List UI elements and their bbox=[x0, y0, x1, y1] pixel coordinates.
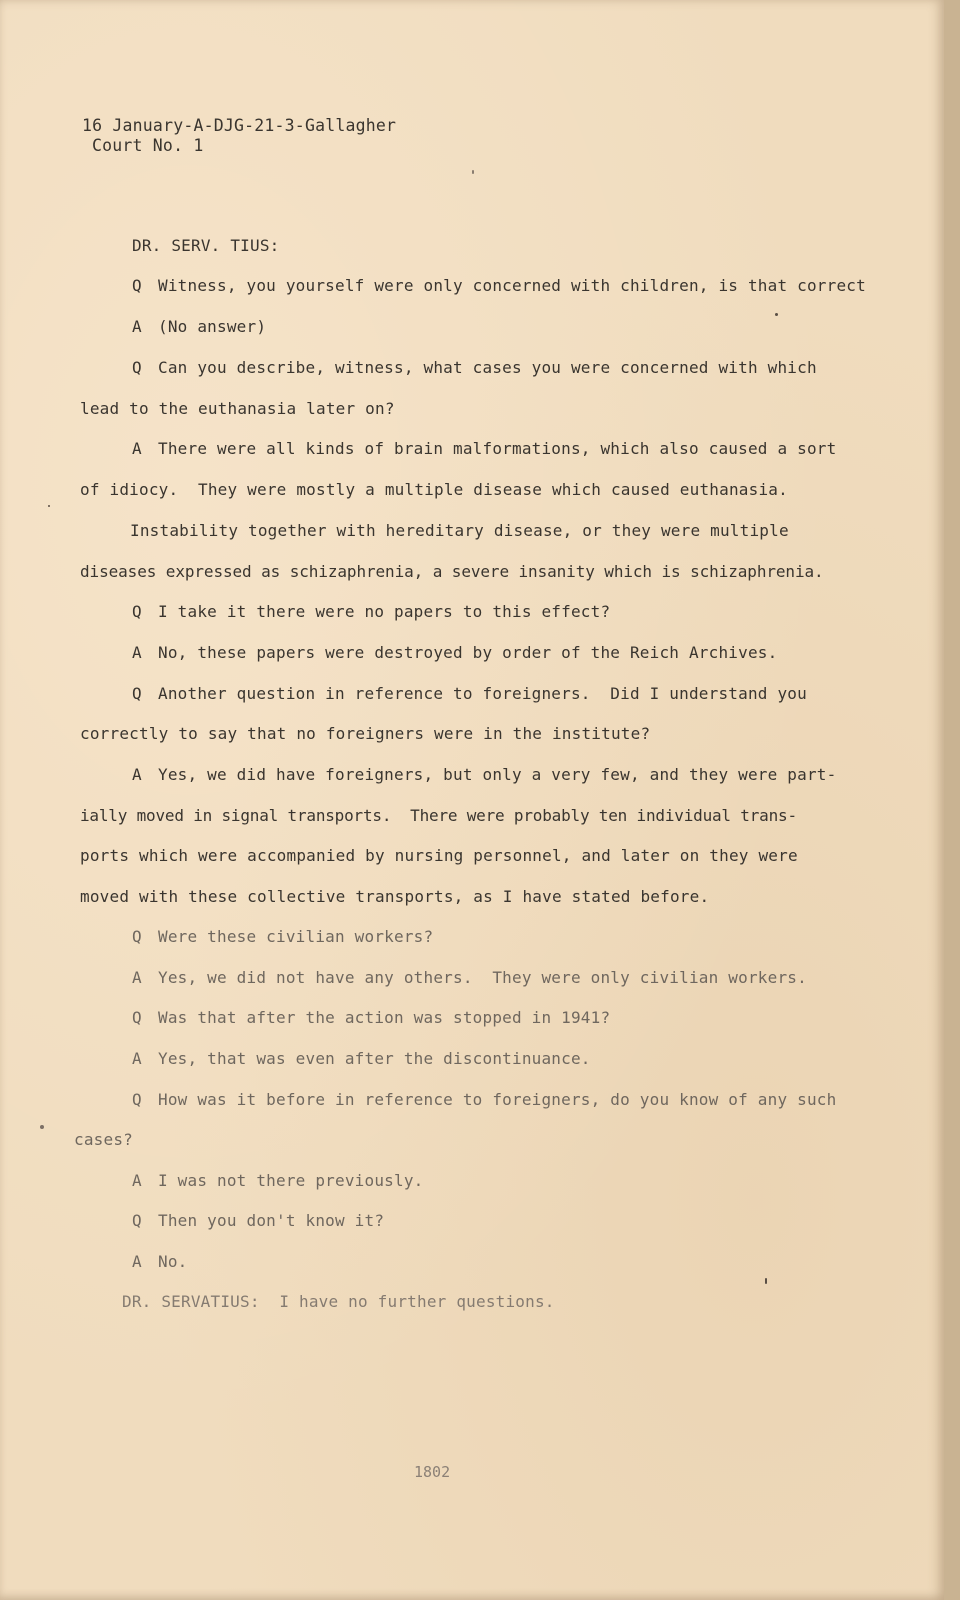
line-text: ports which were accompanied by nursing personnel, and later on they were bbox=[80, 846, 798, 865]
page-edge bbox=[944, 0, 960, 1600]
line-text: Yes, we did have foreigners, but only a very few, and they were part- bbox=[158, 765, 837, 784]
line-text: (No answer) bbox=[158, 317, 267, 336]
transcript-line bbox=[80, 399, 395, 418]
speaker-label: A bbox=[132, 643, 142, 662]
transcript-line bbox=[132, 439, 836, 458]
line-text: There were all kinds of brain malformations, which also caused a sort bbox=[158, 439, 837, 458]
transcript-line bbox=[80, 562, 824, 581]
transcript-line bbox=[132, 1008, 610, 1027]
transcript-line bbox=[80, 480, 788, 499]
line-text: Can you describe, witness, what cases you were concerned with which bbox=[158, 358, 817, 377]
transcript-line bbox=[74, 1130, 133, 1149]
line-text: Another question in reference to foreigners. Did I understand you bbox=[158, 684, 807, 703]
line-text: Were these civilian workers? bbox=[158, 927, 434, 946]
transcript-line bbox=[132, 358, 817, 377]
transcript-line bbox=[132, 927, 433, 946]
speaker-label: Q bbox=[132, 927, 142, 946]
paper-speck bbox=[40, 1125, 44, 1129]
transcript-line bbox=[132, 1211, 384, 1230]
line-text: No, these papers were destroyed by order of the Reich Archives. bbox=[158, 643, 778, 662]
transcript-line bbox=[80, 806, 797, 825]
line-text: diseases expressed as schizaphrenia, a severe insanity which is schizaphrenia. bbox=[80, 562, 824, 581]
transcript-line bbox=[80, 887, 709, 906]
page-number: 1802 bbox=[414, 1463, 451, 1481]
speaker-label: Q bbox=[132, 1008, 142, 1027]
transcript-line bbox=[130, 521, 789, 540]
line-text: Witness, you yourself were only concerned with children, is that correct bbox=[158, 276, 866, 295]
transcript-line bbox=[132, 1252, 188, 1271]
line-text: I take it there were no papers to this effect? bbox=[158, 602, 611, 621]
transcript-line bbox=[132, 765, 836, 784]
closing-statement: DR. SERVATIUS: I have no further questions. bbox=[122, 1292, 555, 1311]
speaker-label: Q bbox=[132, 358, 142, 377]
line-text: correctly to say that no foreigners were in the institute? bbox=[80, 724, 651, 743]
line-text: cases? bbox=[74, 1130, 133, 1149]
line-text: Was that after the action was stopped in 1941? bbox=[158, 1008, 611, 1027]
paper-speck bbox=[48, 505, 50, 507]
transcript-line bbox=[132, 684, 807, 703]
transcript-line bbox=[132, 1090, 836, 1109]
line-text: Then you don't know it? bbox=[158, 1211, 385, 1230]
line-text: I was not there previously. bbox=[158, 1171, 424, 1190]
line-text: lead to the euthanasia later on? bbox=[80, 399, 395, 418]
line-text: How was it before in reference to foreigners, do you know of any such bbox=[158, 1090, 837, 1109]
speaker-label: Q bbox=[132, 276, 142, 295]
court-number: Court No. 1 bbox=[92, 136, 204, 155]
speaker-label: A bbox=[132, 439, 142, 458]
speaker-label: Q bbox=[132, 684, 142, 703]
speaker-label: Q bbox=[132, 602, 142, 621]
speaker-label: A bbox=[132, 1049, 142, 1068]
line-text: ially moved in signal transports. There were probably ten individual trans- bbox=[80, 806, 797, 825]
line-text: of idiocy. They were mostly a multiple disease which caused euthanasia. bbox=[80, 480, 788, 499]
transcript-line bbox=[132, 317, 266, 336]
transcript-line bbox=[132, 1049, 591, 1068]
transcript-line bbox=[132, 643, 777, 662]
speaker-label: A bbox=[132, 968, 142, 987]
paper-speck bbox=[765, 1278, 767, 1284]
transcript-line bbox=[80, 846, 798, 865]
paper-speck bbox=[775, 313, 778, 316]
transcript-line bbox=[132, 1171, 424, 1190]
line-text: Yes, we did not have any others. They were only civilian workers. bbox=[158, 968, 807, 987]
speaker-label: A bbox=[132, 317, 142, 336]
transcript-line bbox=[132, 968, 807, 987]
line-text: Instability together with hereditary disease, or they were multiple bbox=[130, 521, 789, 540]
examiner-heading: DR. SERV. TIUS: bbox=[132, 236, 280, 255]
speaker-label: Q bbox=[132, 1090, 142, 1109]
speaker-label: A bbox=[132, 1171, 142, 1190]
speaker-label: Q bbox=[132, 1211, 142, 1230]
line-text: Yes, that was even after the discontinuance. bbox=[158, 1049, 591, 1068]
speaker-label: A bbox=[132, 1252, 142, 1271]
speaker-label: A bbox=[132, 765, 142, 784]
transcript-line bbox=[132, 276, 912, 295]
paper-speck bbox=[472, 170, 474, 174]
transcript-line bbox=[132, 602, 610, 621]
line-text: No. bbox=[158, 1252, 188, 1271]
document-reference: 16 January-A-DJG-21-3-Gallagher bbox=[82, 116, 397, 135]
line-text: moved with these collective transports, as I have stated before. bbox=[80, 887, 710, 906]
transcript-line bbox=[80, 724, 650, 743]
